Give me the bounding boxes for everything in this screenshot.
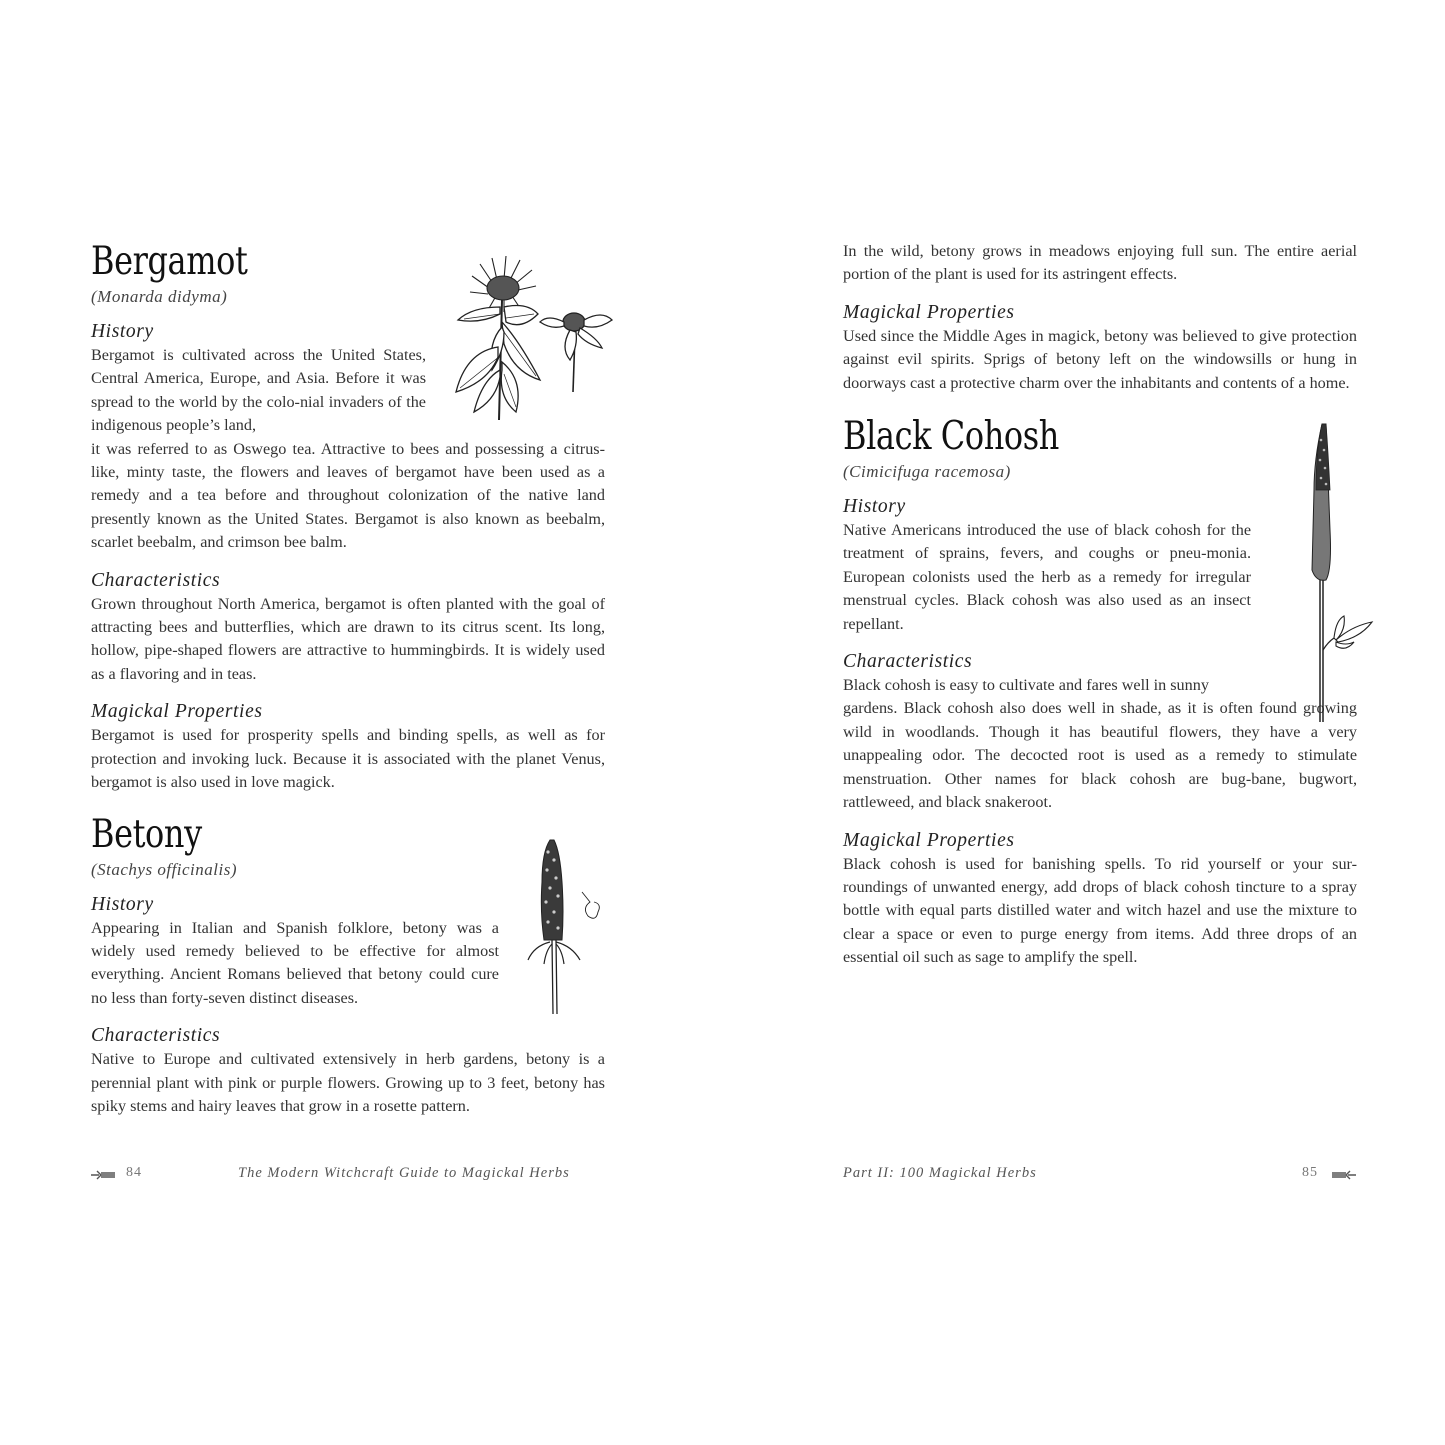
section-text-characteristics-wrapped: Black cohosh is easy to cultivate and fares well in sunny bbox=[843, 676, 1209, 695]
section-text-characteristics: Native to Europe and cultivated extensively in herb gardens, betony is a perennial plant with pink or purple flowers. Growing up to 3 feet, betony has spiky stems and hairy leaves that grow in a rosette pattern. bbox=[91, 1050, 605, 1115]
black-cohosh-plant-illustration bbox=[1296, 420, 1376, 725]
section-text-magickal-properties: Bergamot is used for prosperity spells and binding spells, as well as for protection and invoking luck. Because it is associated with the planet Venus, bergamot is also used in love magick. bbox=[91, 726, 605, 792]
betony-plant-illustration bbox=[520, 832, 605, 1017]
section-text-magickal-properties: Black cohosh is used for banishing spells. To rid yourself or your sur-roundings of unwanted energy, add drops of black cohosh tincture to a spray bottle with equal parts distilled water and witch hazel and use the mixture to clear a space or even to purge energy from items. Add three drops of an essential oil such as sage to amplify the spell. bbox=[843, 854, 1357, 967]
running-title: The Modern Witchcraft Guide to Magickal Herbs bbox=[238, 1165, 570, 1181]
section-heading-characteristics: Characteristics bbox=[91, 569, 221, 591]
section-heading-characteristics: Characteristics bbox=[843, 651, 973, 673]
section-text-magickal-properties: Used since the Middle Ages in magick, betony was believed to give protection against evil spirits. Sprigs of betony left on the windowsills or hung in doorways cast a protective charm over the inhabitants and contents of a home. bbox=[843, 326, 1357, 392]
latin-name-bergamot: (Monarda didyma) bbox=[91, 287, 228, 306]
ornament-arrow-icon bbox=[91, 1170, 117, 1180]
latin-name-betony: (Stachys officinalis) bbox=[91, 859, 238, 879]
section-text-history-wrapped: Bergamot is cultivated across the United States, Central America, Europe, and Asia. Before it was spread to the world by the colo-nial invaders of the indigenous people’s land, bbox=[91, 346, 426, 435]
section-heading-history: History bbox=[91, 321, 154, 342]
entry-title-bergamot: Bergamot bbox=[91, 239, 248, 284]
section-text-history: it was referred to as Oswego tea. Attractive to bees and possessing a citrus-like, minty taste, the flowers and leaves of bergamot have been used as a remedy and a tea before and throughout colonization of the native land presently known as the United States. Bergamot is also known as beebalm, scarlet beebalm, and crimson bee balm. bbox=[91, 439, 605, 552]
section-text-characteristics: Grown throughout North America, bergamot is often planted with the goal of attracting bees and butterflies, which are drawn to its citrus scent. Its long, hollow, pipe-shaped flowers are attractive to hummingbirds. It is widely used as a flavoring and in teas. bbox=[91, 594, 605, 683]
entry-title-betony: Betony bbox=[91, 811, 202, 857]
entry-title-black-cohosh: Black Cohosh bbox=[843, 414, 1059, 460]
section-text-history: Native Americans introduced the use of black cohosh for the treatment of sprains, fevers, and coughs or pneu-monia. European colonists used the herb as a remedy for irregular menstrual cycles. Black cohosh was also used as an insect repellant. bbox=[843, 521, 1251, 633]
latin-name-black-cohosh: (Cimicifuga racemosa) bbox=[843, 462, 1011, 482]
section-heading-history: History bbox=[91, 893, 154, 915]
right-page bbox=[843, 240, 1357, 970]
page-number: 84 bbox=[126, 1165, 142, 1180]
continued-text: In the wild, betony grows in meadows enjoying full sun. The entire aerial portion of the plant is used for its astringent effects. bbox=[843, 242, 1357, 284]
section-text-history: Appearing in Italian and Spanish folklore, betony was a widely used remedy believed to be effective for almost everything. Ancient Romans believed that betony could cure no less than forty-seven distinct diseases. bbox=[91, 918, 499, 1007]
running-title: Part II: 100 Magickal Herbs bbox=[843, 1165, 1037, 1181]
bergamot-plant-illustration bbox=[452, 252, 617, 422]
section-heading-characteristics: Characteristics bbox=[91, 1025, 221, 1047]
section-heading-magickal-properties: Magickal Properties bbox=[843, 829, 1015, 851]
section-heading-history: History bbox=[843, 496, 906, 518]
page-number: 85 bbox=[1302, 1165, 1318, 1180]
section-text-characteristics: gardens. Black cohosh also does well in shade, as it is often found growing wild in woodlands. Though it has beautiful flowers, they have a very unappealing odor. The decocted root is used as a remedy to stimulate menstruation. Other names for black cohosh are bug-bane, bugwort, rattleweed, and black snakeroot. bbox=[843, 699, 1357, 812]
section-heading-magickal-properties: Magickal Properties bbox=[843, 301, 1015, 323]
ornament-arrow-icon bbox=[1330, 1170, 1356, 1180]
section-heading-magickal-properties: Magickal Properties bbox=[91, 701, 263, 723]
